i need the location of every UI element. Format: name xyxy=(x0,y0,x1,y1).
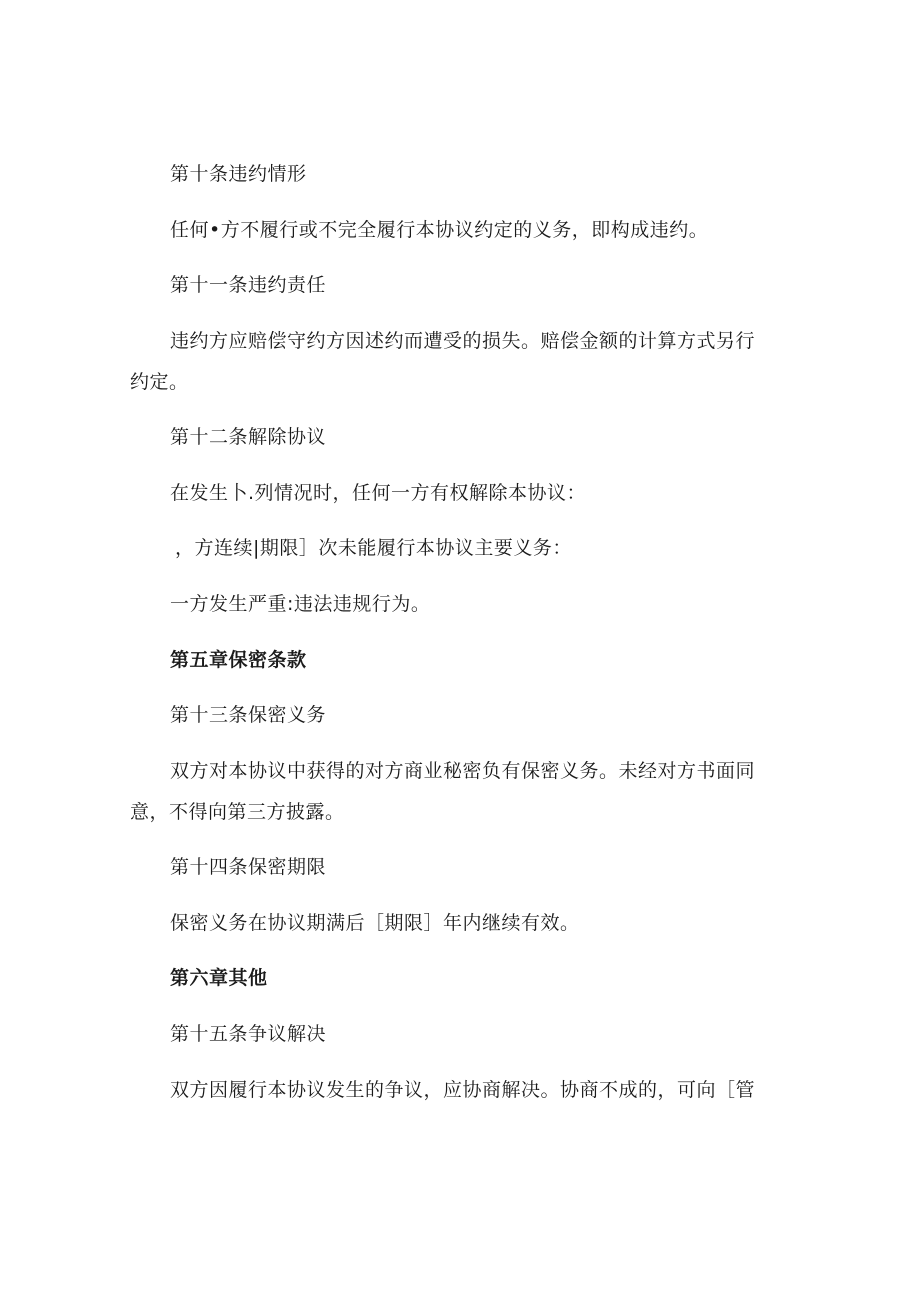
article-11-body-line-2: 约定。 xyxy=(130,371,189,393)
article-11-title: 第十一条违约责任 xyxy=(170,274,327,296)
article-14-body: 保密义务在协议期满后［期限］年内继续有效。 xyxy=(170,912,580,934)
chapter-6-heading: 第六章其他 xyxy=(170,967,268,989)
article-11-body-line-1: 违约方应赔偿守约方因述约而遭受的损失。赔偿金额的计算方式另行 xyxy=(170,330,756,352)
article-14-title: 第十四条保密期限 xyxy=(170,856,327,878)
chapter-5-heading: 第五章保密条款 xyxy=(170,649,307,671)
article-10-title: 第十条违约情形 xyxy=(170,163,307,185)
article-12-item-1: ，方连续|期限］次未能履行本协议主要义务： xyxy=(175,537,572,559)
article-15-body: 双方因履行本协议发生的争议，应协商解决。协商不成的，可向［管 xyxy=(170,1079,756,1101)
article-12-item-2: 一方发生严重:违法违规行为。 xyxy=(170,593,431,615)
article-12-title: 第十二条解除协议 xyxy=(170,426,327,448)
article-13-body-line-1: 双方对本协议中获得的对方商业秘密负有保密义务。未经对方书面同 xyxy=(170,760,756,782)
article-12-body: 在发生卜.列情况时，任何一方有权解除本协议： xyxy=(170,482,587,504)
article-15-title: 第十五条争议解决 xyxy=(170,1023,327,1045)
article-10-body: 任何•方不履行或不完全履行本协议约定的义务，即构成违约。 xyxy=(170,219,709,241)
article-13-title: 第十三条保密义务 xyxy=(170,704,327,726)
article-13-body-line-2: 意，不得向第三方披露。 xyxy=(130,801,345,823)
